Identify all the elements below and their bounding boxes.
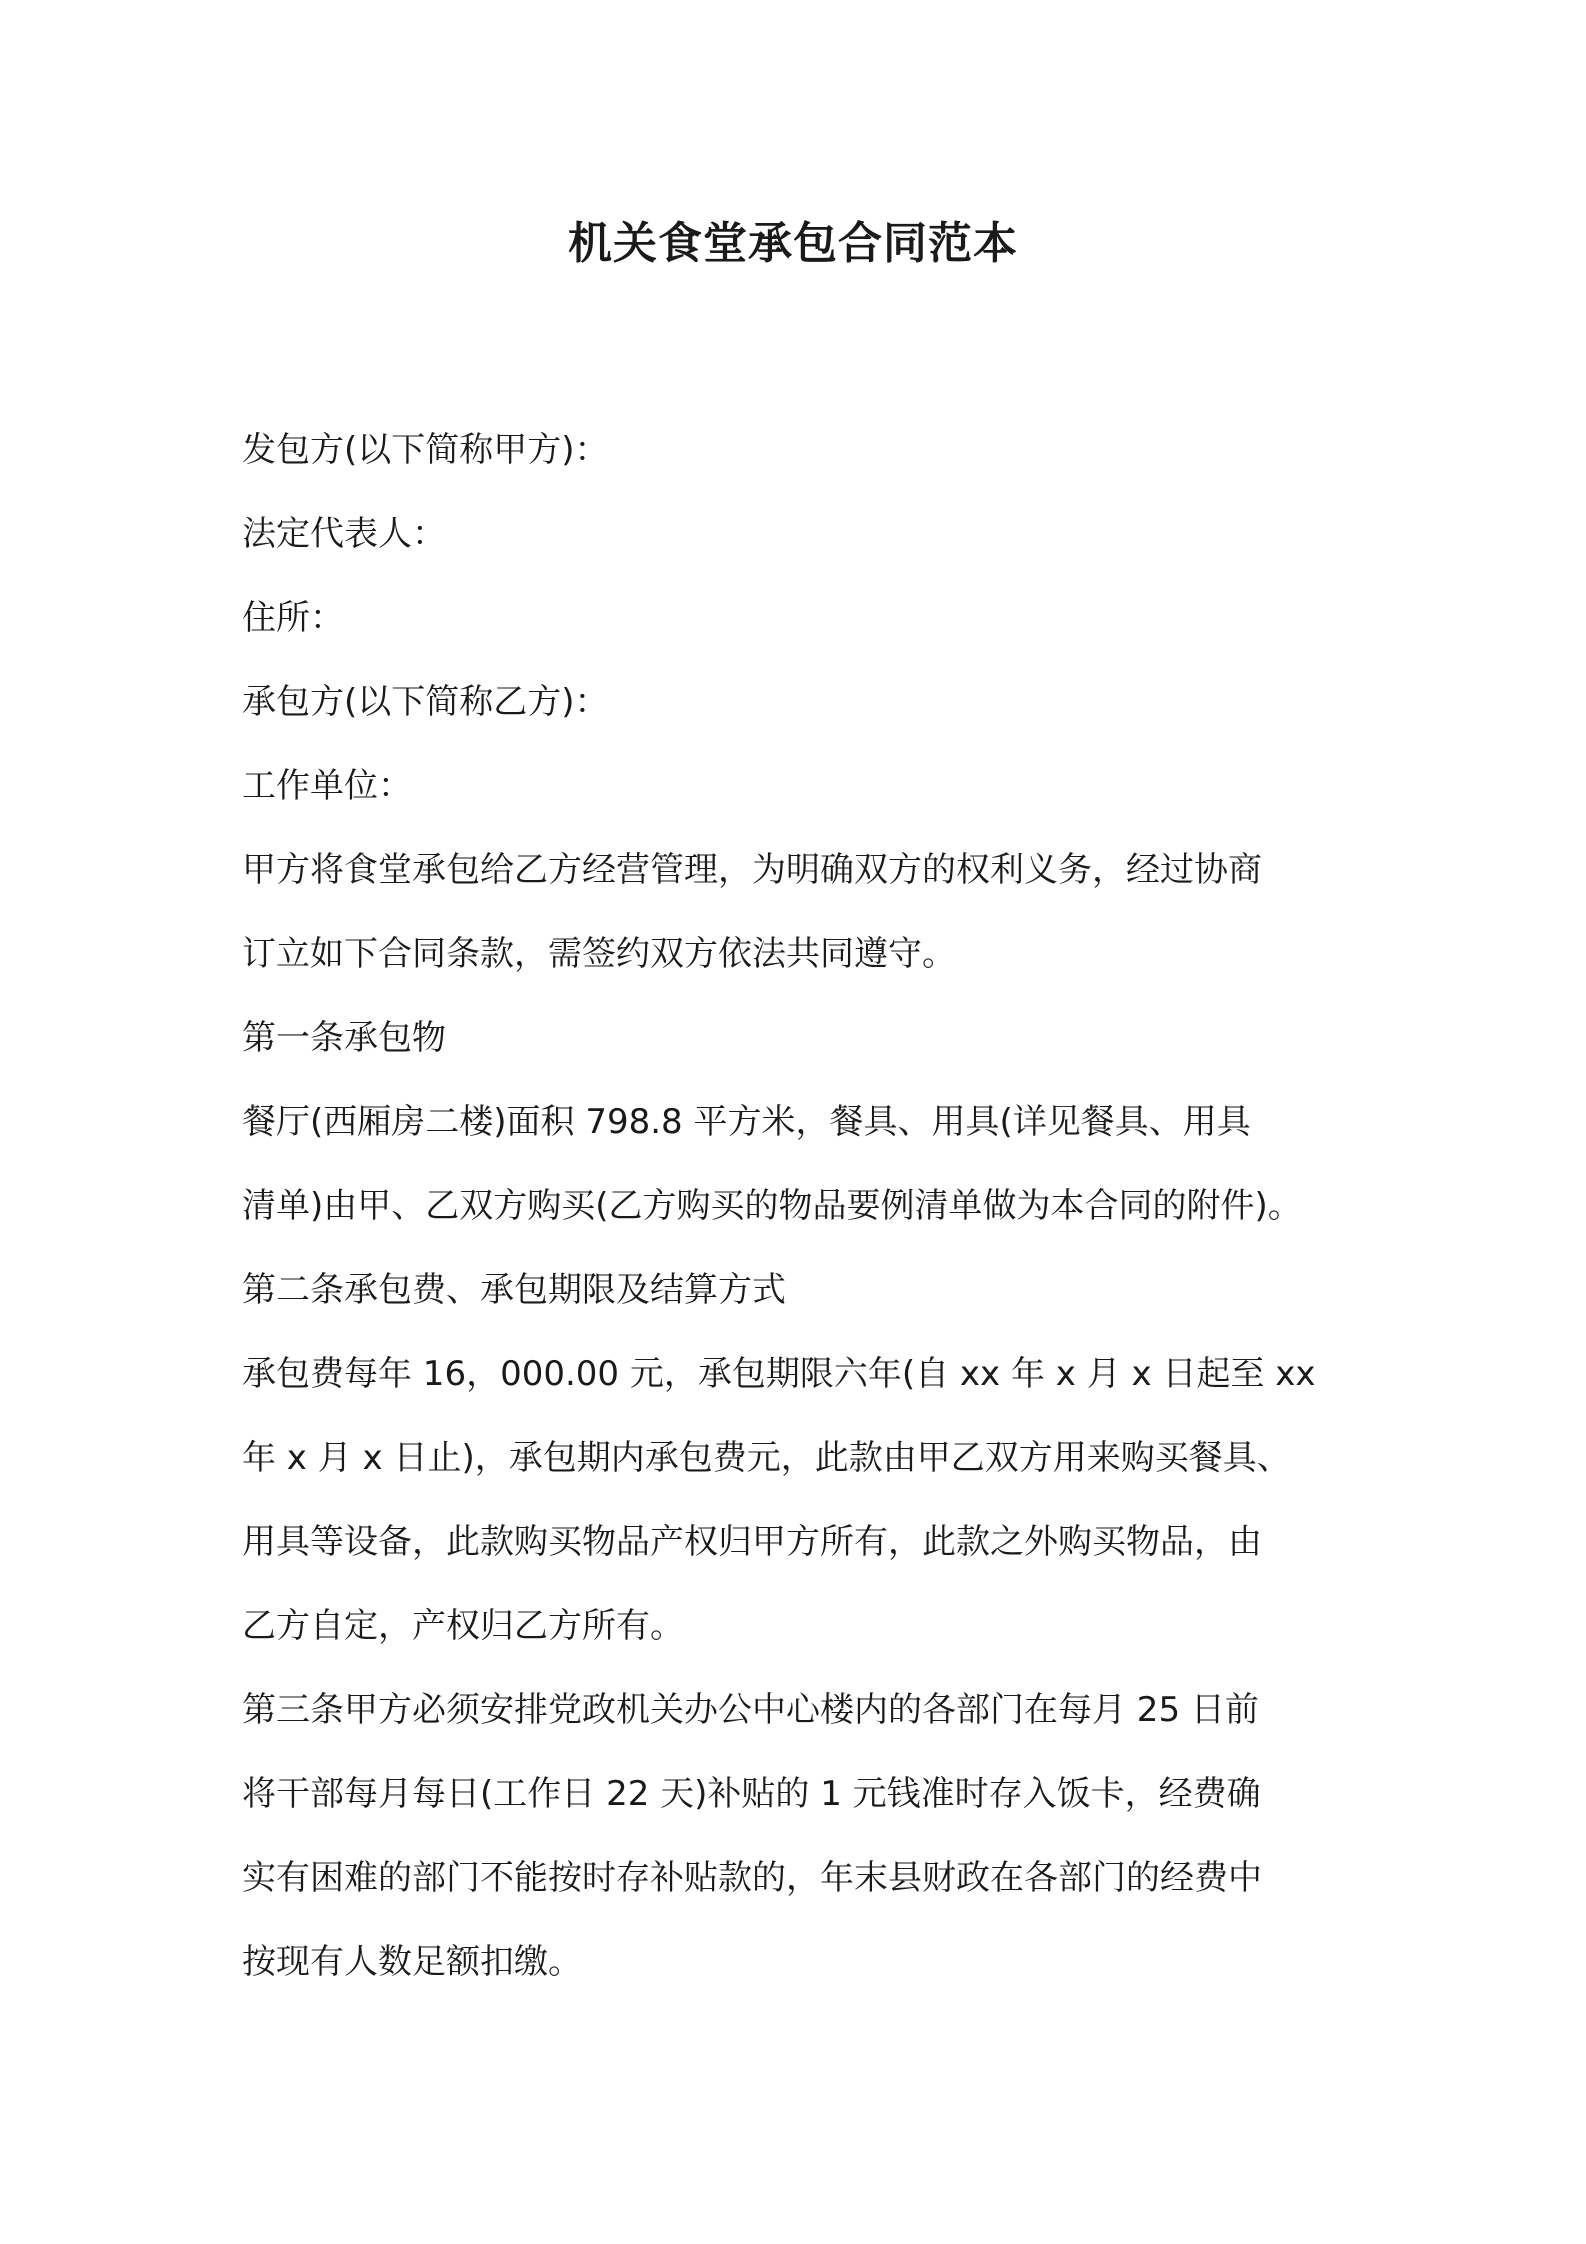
work-unit-line: 工作单位： [242, 766, 412, 806]
article-1-text: 餐厅(西厢房二楼)面积 798.8 平方米，餐具、用具(详见餐具、用具 [242, 1102, 1251, 1142]
article-3-text: 实有困难的部门不能按时存补贴款的，年末县财政在各部门的经费中 [242, 1858, 1262, 1898]
article-2-text: 承包费每年 16，000.00 元，承包期限六年(自 xx 年 x 月 x 日起至 xx [242, 1354, 1316, 1394]
article-2-text: 年 x 月 x 日止)，承包期内承包费元，此款由甲乙双方用来购买餐具、 [242, 1438, 1291, 1478]
document-body [242, 408, 1382, 2004]
preamble-line: 甲方将食堂承包给乙方经营管理，为明确双方的权利义务，经过协商 [242, 850, 1262, 890]
article-3-text: 第三条甲方必须安排党政机关办公中心楼内的各部门在每月 25 日前 [242, 1690, 1259, 1730]
article-1-text: 清单)由甲、乙双方购买(乙方购买的物品要例清单做为本合同的附件)。 [242, 1186, 1302, 1226]
article-2-heading: 第二条承包费、承包期限及结算方式 [242, 1270, 786, 1310]
article-3-text: 将干部每月每日(工作日 22 天)补贴的 1 元钱准时存入饭卡，经费确 [242, 1774, 1261, 1814]
article-2-text: 用具等设备，此款购买物品产权归甲方所有，此款之外购买物品，由 [242, 1522, 1262, 1562]
party-b-line: 承包方(以下简称乙方)： [242, 682, 609, 722]
party-a-line: 发包方(以下简称甲方)： [242, 430, 609, 470]
article-2-text: 乙方自定，产权归乙方所有。 [242, 1606, 684, 1646]
preamble-line: 订立如下合同条款，需签约双方依法共同遵守。 [242, 934, 956, 974]
article-3-text: 按现有人数足额扣缴。 [242, 1942, 582, 1982]
document-title: 机关食堂承包合同范本 [568, 218, 1018, 269]
legal-representative-line: 法定代表人： [242, 514, 446, 554]
article-1-heading: 第一条承包物 [242, 1018, 446, 1058]
address-line: 住所： [242, 598, 344, 638]
